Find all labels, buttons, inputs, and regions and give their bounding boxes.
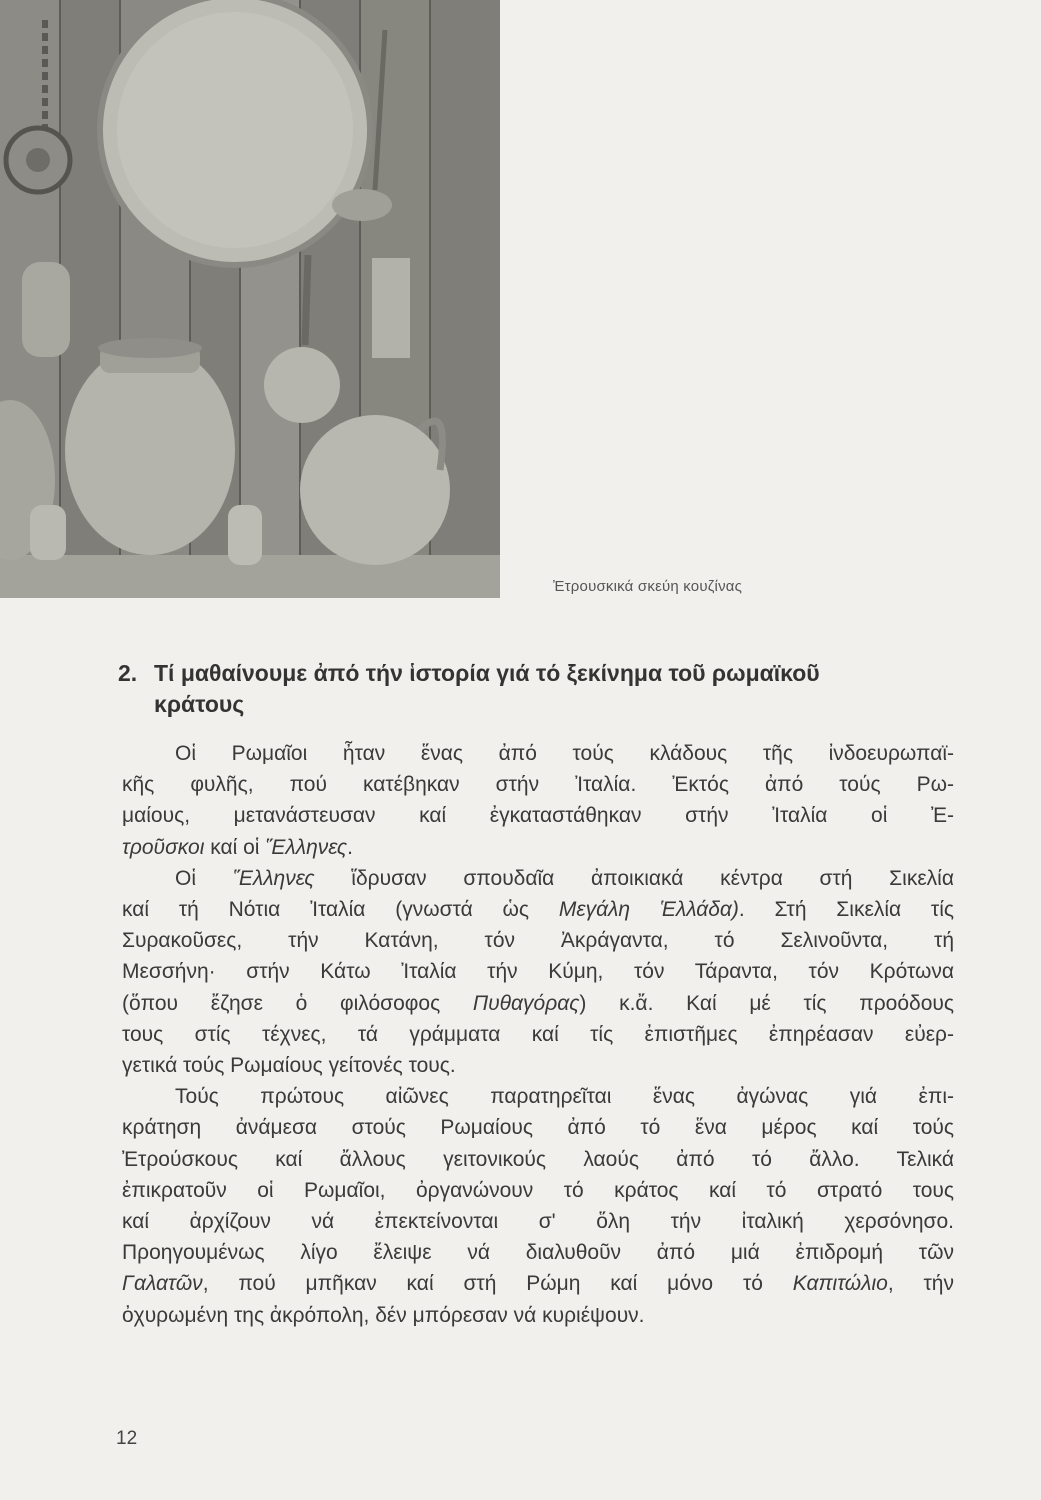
photo-illustration	[0, 0, 500, 598]
paragraph-3	[122, 1081, 954, 1331]
text-fragment: .	[347, 835, 353, 859]
figure-caption: Ἐτρουσκικά σκεύη κουζίνας	[553, 578, 743, 595]
text-fragment: . Στή Σικελία τίς	[738, 898, 955, 922]
text-line: Τούς πρώτους αἰῶνες παρατηρεῖται ἕνας ἀγώνας γιά ἐπι-	[175, 1085, 954, 1109]
italic-term: Καπιτώλιο	[792, 1272, 888, 1296]
italic-term: Γαλατῶν	[122, 1272, 203, 1296]
text-line: Οἱ Ρωμαῖοι ἦταν ἕνας ἀπό τούς κλάδους τῆς ἰνδοευρωπαϊ-	[175, 742, 954, 765]
section-number: 2.	[118, 660, 138, 686]
italic-term: Πυθαγόρας	[472, 991, 580, 1015]
text-fragment: (ὅπου ἔζησε ὁ φιλόσοφος	[122, 991, 473, 1015]
text-fragment: Οἱ	[175, 866, 233, 890]
text-line	[122, 894, 954, 925]
text-line	[122, 832, 954, 863]
text-line: κράτηση ἀνάμεσα στούς Ρωμαίους ἀπό τό ἕνα μέρος καί τούς	[122, 1116, 954, 1140]
etruscan-vessels-photo	[0, 0, 500, 598]
italic-term: τροῦσκοι	[122, 835, 205, 859]
italic-term: Ἕλληνες	[232, 866, 315, 890]
text-fragment: ἵδρυσαν σπουδαῖα ἀποικιακά κέντρα στή Σικελία	[314, 866, 954, 890]
text-fragment: καί τή Νότια Ἰταλία (γνωστά ὡς	[122, 898, 559, 922]
text-line: Μεσσήνη· στήν Κάτω Ἰταλία τήν Κύμη, τόν Τάραντα, τόν Κρότωνα	[122, 960, 954, 984]
body-text	[122, 738, 954, 1331]
page-number: 12	[116, 1428, 138, 1449]
text-fragment: , πού μπῆκαν καί στή Ρώμη καί μόνο τό	[202, 1272, 793, 1296]
text-fragment: ) κ.ἄ. Καί μέ τίς προόδους	[579, 991, 954, 1015]
section-title-line2: κράτους	[154, 691, 245, 717]
text-fragment: , τήν	[887, 1272, 954, 1296]
paragraph-1	[122, 738, 954, 863]
text-line: τους στίς τέχνες, τά γράμματα καί τίς ἐπιστῆμες ἐπηρέασαν εὐερ-	[122, 1022, 954, 1046]
text-line: ἐπικρατοῦν οἱ Ρωμαῖοι, ὀργανώνουν τό κράτος καί τό στρατό τους	[122, 1178, 954, 1202]
text-line: Ἐτρούσκους καί ἄλλους γειτονικούς λαούς ἀπό τό ἄλλο. Τελικά	[122, 1147, 954, 1171]
text-line: Προηγουμένως λίγο ἔλειψε νά διαλυθοῦν ἀπό μιά ἐπιδρομή τῶν	[122, 1241, 954, 1265]
section-title-line1: Τί μαθαίνουμε ἀπό τήν ἱστορία γιά τό ξεκίνημα τοῦ ρωμαϊκοῦ	[154, 660, 820, 686]
text-line: μαίους, μετανάστευσαν καί ἐγκαταστάθηκαν στήν Ἰταλία οἱ Ἐ-	[122, 804, 954, 828]
paragraph-2	[122, 863, 954, 1081]
text-line: γετικά τούς Ρωμαίους γείτονές τους.	[122, 1054, 456, 1078]
text-line	[122, 863, 954, 894]
text-line	[122, 988, 954, 1019]
text-line: ὀχυρωμένη της ἀκρόπολη, δέν μπόρεσαν νά κυριέψουν.	[122, 1303, 645, 1327]
italic-term: Μεγάλη Ἑλλάδα)	[558, 898, 739, 922]
text-line	[122, 1268, 954, 1299]
text-fragment: καί οἱ	[204, 835, 266, 859]
text-line: κῆς φυλῆς, πού κατέβηκαν στήν Ἰταλία. Ἐκτός ἀπό τούς Ρω-	[122, 773, 954, 797]
text-line: Συρακοῦσες, τήν Κατάνη, τόν Ἀκράγαντα, τό Σελινοῦντα, τή	[122, 929, 954, 953]
section-heading	[118, 658, 958, 720]
text-line: καί ἀρχίζουν νά ἐπεκτείνονται σ' ὅλη τήν ἰταλική χερσόνησο.	[122, 1210, 954, 1234]
italic-term: Ἕλληνες	[265, 835, 348, 859]
